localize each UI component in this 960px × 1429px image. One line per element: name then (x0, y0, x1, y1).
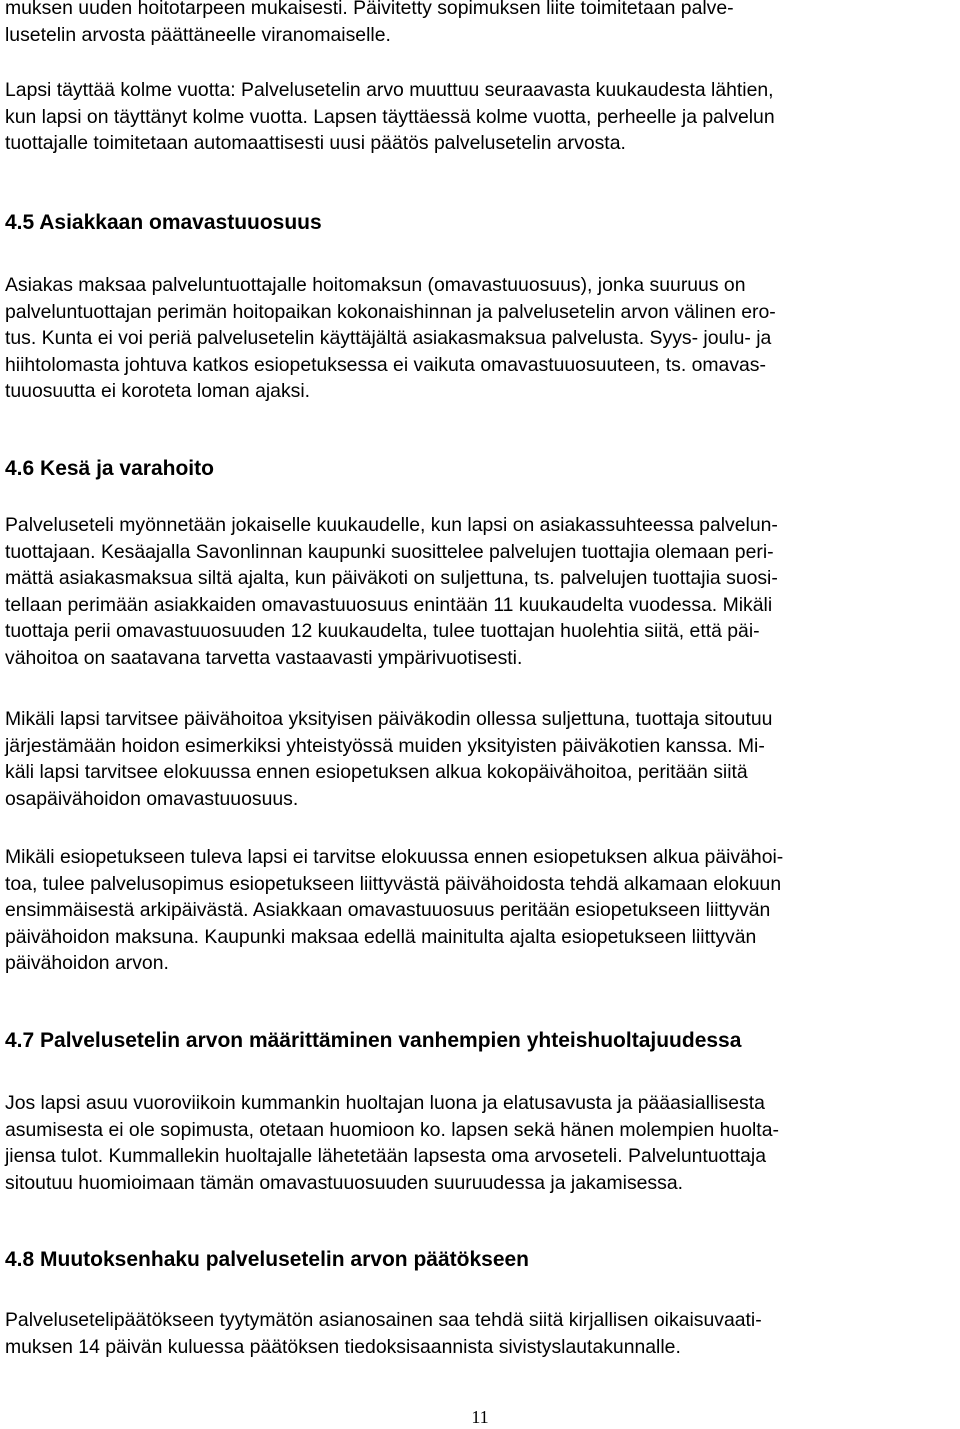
text-line: mättä asiakasmaksua siltä ajalta, kun päiväkoti on suljettuna, ts. palvelujen tuottajia suosi- (5, 567, 778, 589)
paragraph-customer-copayment (5, 272, 955, 405)
text-line: järjestämään hoidon esimerkiksi yhteistyössä muiden yksityisten päiväkotien kanssa. Mi- (5, 734, 765, 757)
text-line: hiihtolomasta johtuva katkos esiopetuksessa ei vaikuta omavastuuosuuteen, ts. omavas- (5, 353, 766, 376)
text-line: toa, tulee palvelusopimus esiopetukseen liittyvästä päivähoidosta tehdä alkamaan elokuun (5, 872, 782, 895)
paragraph-child-turns-three (5, 77, 955, 157)
text-line: tuottajalle toimitetaan automaattisesti uusi päätös palvelusetelin arvosta. (5, 132, 626, 154)
text-line: päivähoidon maksuna. Kaupunki maksaa edellä mainitulta ajalta esiopetukseen liittyvän (5, 925, 757, 948)
text-line: Asiakas maksaa palveluntuottajalle hoitomaksun (omavastuuosuus), jonka suuruus on (5, 274, 746, 296)
paragraph-contract-appendix (5, 0, 955, 48)
text-line: Lapsi täyttää kolme vuotta: Palvelusetelin arvo muuttuu seuraavasta kuukaudesta lähtien, (5, 79, 774, 101)
text-line: Palvelusetelipäätökseen tyytymätön asianosainen saa tehdä siitä kirjallisen oikaisuvaati- (5, 1309, 762, 1331)
text-line: tellaan perimään asiakkaiden omavastuuosuus enintään 11 kuukaudelta vuodessa. Mikäli (5, 593, 773, 616)
text-line: jiensa tulot. Kummallekin huoltajalle lähetetään lapsesta oma arvoseteli. Palveluntuottaja (5, 1145, 766, 1167)
text-line: Mikäli esiopetukseen tuleva lapsi ei tarvitse elokuussa ennen esiopetuksen alkua päivähoi- (5, 846, 784, 868)
text-line: tus. Kunta ei voi periä palvelusetelin käyttäjältä asiakasmaksua palvelusta. Syys- joulu- ja (5, 327, 772, 349)
text-line: Palveluseteli myönnetään jokaiselle kuukaudelle, kun lapsi on asiakassuhteessa palvelun- (5, 514, 778, 536)
paragraph-appeal (5, 1307, 955, 1360)
paragraph-daycare-closed (5, 706, 955, 812)
text-line: vähoitoa on saatavana tarvetta vastaavasti ympärivuotisesti. (5, 646, 523, 669)
section-heading-4-5: 4.5 Asiakkaan omavastuuosuus (5, 211, 322, 234)
text-line: asumisesta ei ole sopimusta, otetaan huomioon ko. lapsen sekä hänen molempien huolta- (5, 1118, 779, 1141)
text-line: tuuosuutta ei koroteta loman ajaksi. (5, 380, 311, 402)
page-number: 11 (471, 1407, 489, 1427)
text-line: ensimmäisestä arkipäivästä. Asiakkaan omavastuuosuus peritään esiopetukseen liittyvän (5, 899, 771, 921)
paragraph-summer-care (5, 512, 955, 671)
text-line: tuottajaan. Kesäajalla Savonlinnan kaupunki suosittelee palvelujen tuottajia olemaan peri- (5, 540, 774, 563)
paragraph-preschool-august (5, 844, 955, 977)
text-line: lusetelin arvosta päättäneelle viranomaiselle. (5, 23, 391, 46)
paragraph-joint-custody (5, 1090, 955, 1196)
section-heading-4-8: 4.8 Muutoksenhaku palvelusetelin arvon päätökseen (5, 1248, 530, 1271)
text-line: kun lapsi on täyttänyt kolme vuotta. Lapsen täyttäessä kolme vuotta, perheelle ja palvelun (5, 105, 775, 128)
text-line: tuottaja perii omavastuuosuuden 12 kuukaudelta, tulee tuottajan huolehtia siitä, että päi- (5, 620, 760, 642)
text-line: Mikäli lapsi tarvitsee päivähoitoa yksityisen päiväkodin ollessa suljettuna, tuottaja sitoutuu (5, 708, 773, 730)
text-line: sitoutuu huomioimaan tämän omavastuuosuuden suuruudessa ja jakamisessa. (5, 1171, 683, 1194)
text-line: muksen 14 päivän kuluessa päätöksen tiedoksisaannista sivistyslautakunnalle. (5, 1335, 681, 1358)
text-line: palveluntuottajan perimän hoitopaikan kokonaishinnan ja palvelusetelin arvon välinen ero- (5, 300, 776, 323)
text-line: päivähoidon arvon. (5, 952, 169, 974)
section-heading-4-6: 4.6 Kesä ja varahoito (5, 457, 214, 480)
text-line: käli lapsi tarvitsee elokuussa ennen esiopetuksen alkua kokopäivähoitoa, peritään siitä (5, 761, 748, 783)
text-line: muksen uuden hoitotarpeen mukaisesti. Päivitetty sopimuksen liite toimitetaan palve- (5, 0, 734, 19)
text-line: osapäivähoidon omavastuuosuus. (5, 787, 299, 810)
text-line: Jos lapsi asuu vuoroviikoin kummankin huoltajan luona ja elatusavusta ja pääasiallisesta (5, 1092, 765, 1114)
section-heading-4-7: 4.7 Palvelusetelin arvon määrittäminen vanhempien yhteishuoltajuudessa (5, 1029, 742, 1052)
